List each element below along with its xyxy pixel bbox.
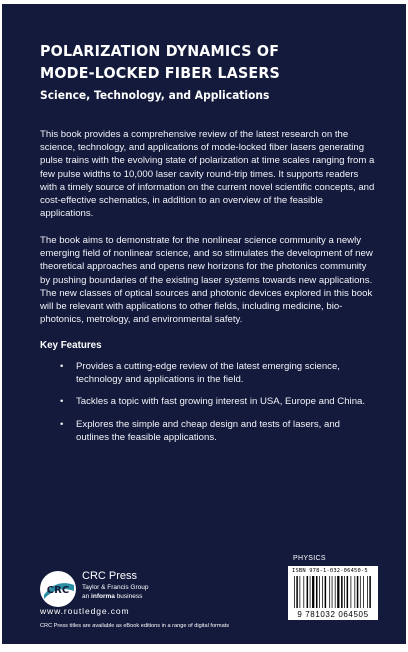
bullet-icon: •: [60, 418, 64, 430]
bullet-icon: •: [60, 361, 64, 372]
key-features-heading: Key Features: [40, 340, 102, 351]
key-feature-text: Provides a cutting-edge review of the latest emerging science, technology and applications in the field.: [76, 361, 340, 386]
key-feature-item: [60, 395, 370, 408]
publisher-name: CRC Press: [82, 570, 138, 582]
book-subtitle: Science, Technology, and Applications: [40, 88, 270, 102]
ebook-note: CRC Press titles are available as eBook editions in a range of digital formats: [40, 623, 230, 629]
book-title: [40, 40, 353, 84]
key-features-list: [60, 360, 370, 453]
key-feature-item: [60, 418, 370, 444]
key-feature-text: Explores the simple and cheap design and tests of lasers, and outlines the feasible applications.: [76, 418, 340, 443]
bullet-icon: •: [60, 396, 64, 408]
description-paragraph-1: This book provides a comprehensive review of the latest research on the science, technology, and applications of mode-locked fiber lasers generating pulse trains with the evolving state of polarization at time scales ranging from a few pulse widths to 10,000 laser cavity round-trip times. It supports readers with a timely source of information on the current novel scientific concepts, and cost-effective schematics, in addition to an overview of the feasible applications.: [40, 129, 375, 220]
publisher-business: [82, 593, 142, 600]
crc-press-logo-icon: [38, 569, 78, 609]
subject-category: PHYSICS: [293, 555, 326, 562]
barcode-digits: 9 781032 064505: [297, 610, 369, 619]
title-line-1: POLARIZATION DYNAMICS OF: [40, 42, 280, 60]
key-feature-item: [60, 360, 370, 386]
business-prefix: an: [82, 593, 92, 600]
key-feature-text: Tackles a topic with fast growing interest in USA, Europe and China.: [76, 396, 366, 408]
publisher-group: Taylor & Francis Group: [82, 584, 149, 591]
business-brand: informa: [91, 593, 115, 600]
description-paragraph-2: The book aims to demonstrate for the nonlinear science community a newly emerging field of nonlinear science, and so stimulates the development of new theoretical approaches and opens new horizons for the photonics community by pushing boundaries of the existing laser systems towards new applications. The new classes of optical sources and photonic devices explored in this book will be relevant with applications to other fields, including medicine, bio-photonics, metrology, and environmental safety.: [40, 235, 373, 326]
barcode-icon: [292, 576, 374, 610]
isbn-barcode: [288, 566, 378, 620]
isbn-label: ISBN 978-1-032-06450-5: [292, 568, 368, 574]
business-suffix: business: [114, 593, 143, 600]
book-back-cover: [2, 4, 406, 644]
logo-lettering: CRC: [46, 585, 70, 596]
publisher-website: www.routledge.com: [40, 606, 130, 616]
title-line-2: MODE-LOCKED FIBER LASERS: [40, 64, 280, 82]
